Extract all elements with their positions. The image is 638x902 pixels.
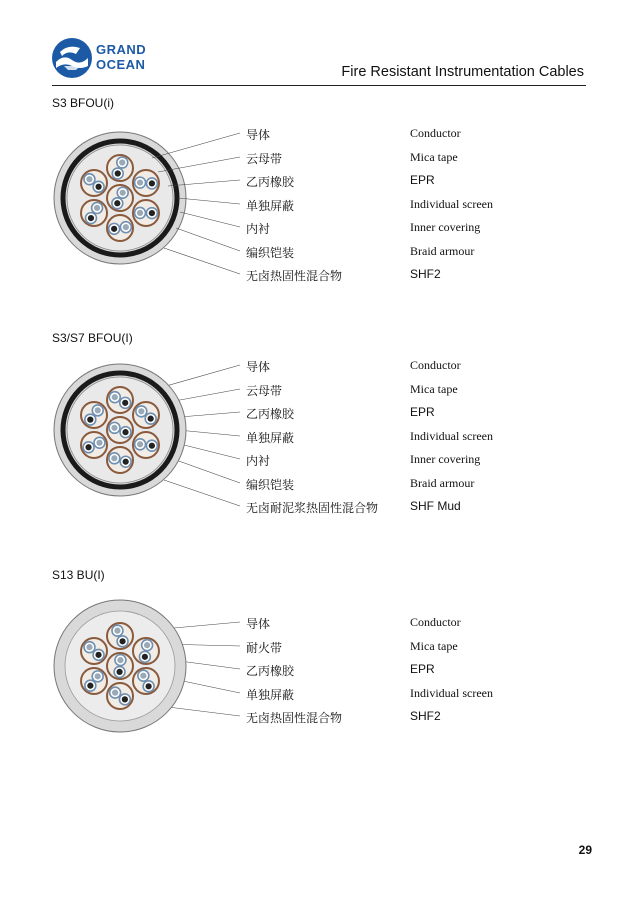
label-en-individual-screen: Individual screen [410,197,493,211]
label-zh-sheath: 无卤耐泥浆热固性混合物 [246,501,379,515]
label-en-inner-covering: Inner covering [410,452,481,466]
label-zh-individual-screen: 单独屏蔽 [246,431,295,445]
core-conductor [123,459,129,465]
label-en-mica-tape: Mica tape [410,382,458,396]
core-conductor [148,416,154,422]
core-conductor [96,440,102,446]
page-title: Fire Resistant Instrumentation Cables [341,64,584,80]
core-conductor [112,394,118,400]
core-conductor [122,429,128,435]
label-en-mica-tape: Mica tape [410,639,458,653]
core-conductor [138,408,144,414]
label-en-inner-covering: Inner covering [410,220,481,234]
label-en-individual-screen: Individual screen [410,429,493,443]
core-conductor [114,628,120,634]
label-en-epr: EPR [410,173,435,187]
leader-line [178,198,240,204]
label-en-conductor: Conductor [410,126,461,140]
label-zh-sheath: 无卤热固性混合物 [246,711,343,725]
core-conductor [111,455,117,461]
core-conductor [86,644,92,650]
label-zh-fire-tape: 耐火带 [246,641,283,655]
leader-line [176,228,240,251]
label-en-epr: EPR [410,405,435,419]
leader-line [158,157,240,172]
core-conductor [87,683,93,689]
core-conductor [95,652,101,658]
label-zh-inner-covering: 内衬 [246,222,271,236]
core-conductor [144,642,150,648]
label-en-braid-armour: Braid armour [410,244,475,258]
section-title-1: S3 BFOU(i) [52,96,115,110]
label-zh-mica-tape: 云母带 [246,384,283,398]
core-conductor [117,657,123,663]
label-zh-individual-screen: 单独屏蔽 [246,199,295,213]
label-zh-conductor: 导体 [246,128,271,142]
core-conductor [142,654,148,660]
label-en-sheath: SHF2 [410,267,441,281]
section-title-3: S13 BU(I) [52,568,105,582]
label-zh-braid-armour: 编织铠装 [246,478,295,492]
label-zh-epr: 乙丙橡胶 [246,407,295,421]
core-conductor [95,673,101,679]
label-en-epr: EPR [410,662,435,676]
leader-line [164,248,240,274]
core-conductor [119,638,125,644]
label-zh-epr: 乙丙橡胶 [246,175,295,189]
label-zh-braid-armour: 编织铠装 [246,246,295,260]
leader-line [180,212,240,227]
label-en-mica-tape: Mica tape [410,150,458,164]
core-conductor [111,425,117,431]
core-conductor [122,696,128,702]
core-conductor [137,441,143,447]
leader-line [152,133,240,158]
label-en-sheath: SHF Mud [410,499,461,513]
core-conductor [140,673,146,679]
label-zh-epr: 乙丙橡胶 [246,664,295,678]
core-conductor [87,416,93,422]
label-zh-mica-tape: 云母带 [246,152,283,166]
logo-line-2: OCEAN [96,57,146,72]
cable-cross-section-s3-s7-bfou [50,360,250,560]
page-number: 29 [578,843,592,857]
label-en-conductor: Conductor [410,358,461,372]
label-zh-conductor: 导体 [246,617,271,631]
label-en-sheath: SHF2 [410,709,441,723]
core-conductor [149,443,155,449]
cable-cross-section-s13-bu [50,596,250,796]
label-zh-sheath: 无卤热固性混合物 [246,269,343,283]
core-conductor [112,690,118,696]
label-zh-individual-screen: 单独屏蔽 [246,688,295,702]
core-conductor [95,407,101,413]
logo-line-1: GRAND [96,42,147,57]
core-conductor [145,683,151,689]
label-en-individual-screen: Individual screen [410,686,493,700]
core-conductor [122,400,128,406]
label-zh-conductor: 导体 [246,360,271,374]
core-conductor [85,444,91,450]
leader-line [168,180,240,186]
label-en-conductor: Conductor [410,615,461,629]
label-zh-inner-covering: 内衬 [246,454,271,468]
section-title-2: S3/S7 BFOU(I) [52,331,133,345]
core-conductor [116,669,122,675]
label-en-braid-armour: Braid armour [410,476,475,490]
